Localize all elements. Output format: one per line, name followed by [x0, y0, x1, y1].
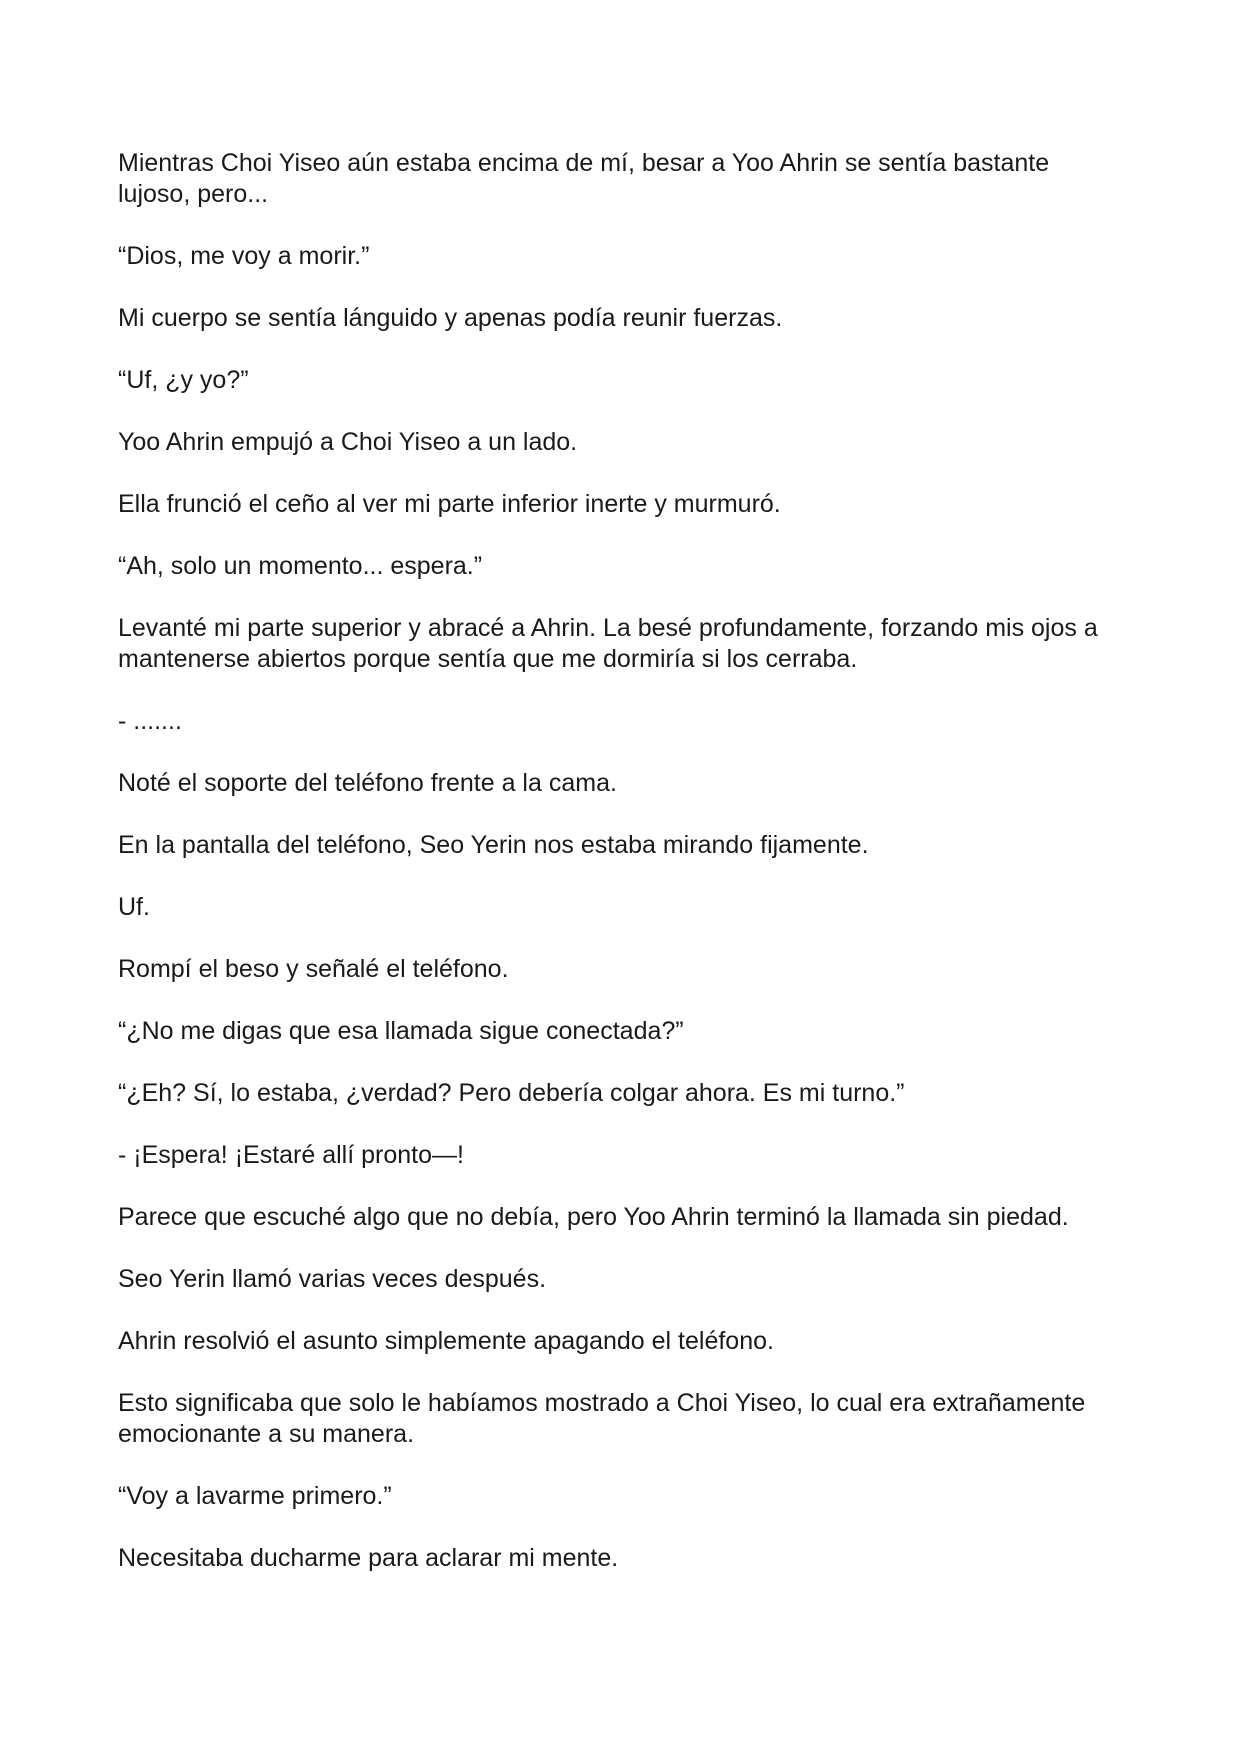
paragraph: Esto significaba que solo le habíamos mostrado a Choi Yiseo, lo cual era extrañamente emocionante a su manera.: [118, 1389, 1086, 1448]
paragraph: “Dios, me voy a morir.”: [118, 242, 370, 270]
paragraph: Yoo Ahrin empujó a Choi Yiseo a un lado.: [118, 428, 578, 456]
paragraph: Mientras Choi Yiseo aún estaba encima de mí, besar a Yoo Ahrin se sentía bastante lujoso, pero...: [118, 149, 1050, 208]
paragraph: Ahrin resolvió el asunto simplemente apagando el teléfono.: [118, 1327, 774, 1355]
paragraph: Mi cuerpo se sentía lánguido y apenas podía reunir fuerzas.: [118, 304, 783, 332]
paragraph: - .......: [118, 707, 182, 735]
paragraph: - ¡Espera! ¡Estaré allí pronto—!: [118, 1141, 464, 1169]
paragraph: En la pantalla del teléfono, Seo Yerin nos estaba mirando fijamente.: [118, 831, 869, 859]
paragraph: Uf.: [118, 893, 150, 921]
paragraph: Ella frunció el ceño al ver mi parte inferior inerte y murmuró.: [118, 490, 781, 518]
paragraph: “Voy a lavarme primero.”: [118, 1482, 392, 1510]
paragraph: “Ah, solo un momento... espera.”: [118, 552, 483, 580]
paragraph: “¿No me digas que esa llamada sigue conectada?”: [118, 1017, 684, 1045]
paragraph: Noté el soporte del teléfono frente a la cama.: [118, 769, 617, 797]
paragraph: Levanté mi parte superior y abracé a Ahrin. La besé profundamente, forzando mis ojos a mantenerse abiertos porque sentía que me dormiría si los cerraba.: [118, 614, 1098, 673]
paragraph: Rompí el beso y señalé el teléfono.: [118, 955, 509, 983]
paragraph: Seo Yerin llamó varias veces después.: [118, 1265, 547, 1293]
paragraph: “Uf, ¿y yo?”: [118, 366, 249, 394]
paragraph: Parece que escuché algo que no debía, pero Yoo Ahrin terminó la llamada sin piedad.: [118, 1203, 1069, 1231]
document-body: [118, 148, 1128, 1605]
paragraph: Necesitaba ducharme para aclarar mi mente.: [118, 1544, 619, 1572]
paragraph: “¿Eh? Sí, lo estaba, ¿verdad? Pero debería colgar ahora. Es mi turno.”: [118, 1079, 905, 1107]
